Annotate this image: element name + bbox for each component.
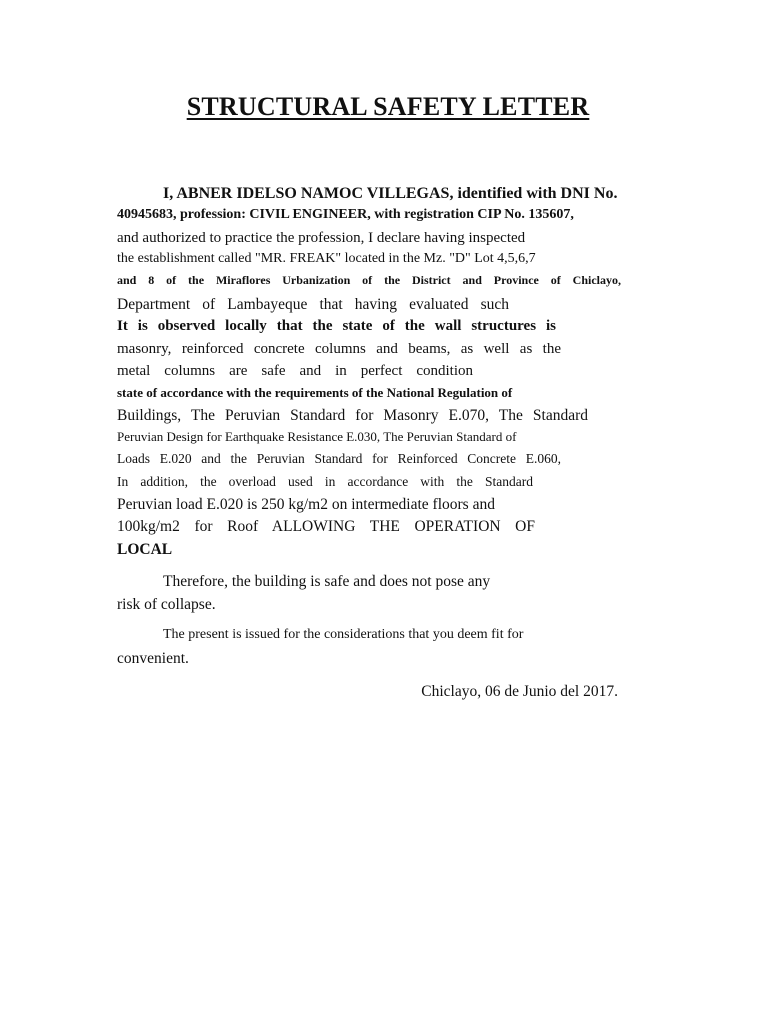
date-line: Chiclayo, 06 de Junio del 2017. [421,683,618,700]
body-line: and authorized to practice the profession, I declare having inspected [117,230,526,246]
document-title: STRUCTURAL SAFETY LETTER [186,92,590,121]
body-line: It is observed locally that the state of the wall structures is [117,319,556,334]
body-line: the establishment called "MR. FREAK" located in the Mz. "D" Lot 4,5,6,7 [117,251,536,266]
body-line: Buildings, The Peruvian Standard for Masonry E.070, The Standard [117,408,588,424]
body-line: 100kg/m2 for Roof ALLOWING THE OPERATION OF [117,519,535,535]
body-line: In addition, the overload used in accordance with the Standard [117,475,533,489]
body-line: Therefore, the building is safe and does not pose any [163,573,491,590]
body-line: Loads E.020 and the Peruvian Standard for Reinforced Concrete E.060, [117,452,561,466]
body-line: Department of Lambayeque that having evaluated such [117,297,509,313]
body-line: Peruvian load E.020 is 250 kg/m2 on intermediate floors and [117,496,495,513]
body-line: and 8 of the Miraflores Urbanization of the District and Province of Chiclayo, [117,274,621,287]
body-line: LOCAL [117,541,173,558]
body-line: state of accordance with the requirements of the National Regulation of [117,385,513,400]
body-line: risk of collapse. [117,596,216,613]
body-line: masonry, reinforced concrete columns and beams, as well as the [117,342,561,357]
body-line: convenient. [117,650,189,667]
body-line: I, ABNER IDELSO NAMOC VILLEGAS, identified with DNI No. [163,185,618,202]
body-line: 40945683, profession: CIVIL ENGINEER, with registration CIP No. 135607, [117,207,574,222]
body-line: metal columns are safe and in perfect condition [117,364,473,379]
body-line: Peruvian Design for Earthquake Resistance E.030, The Peruvian Standard of [117,429,517,444]
body-line: The present is issued for the considerations that you deem fit for [163,627,524,642]
